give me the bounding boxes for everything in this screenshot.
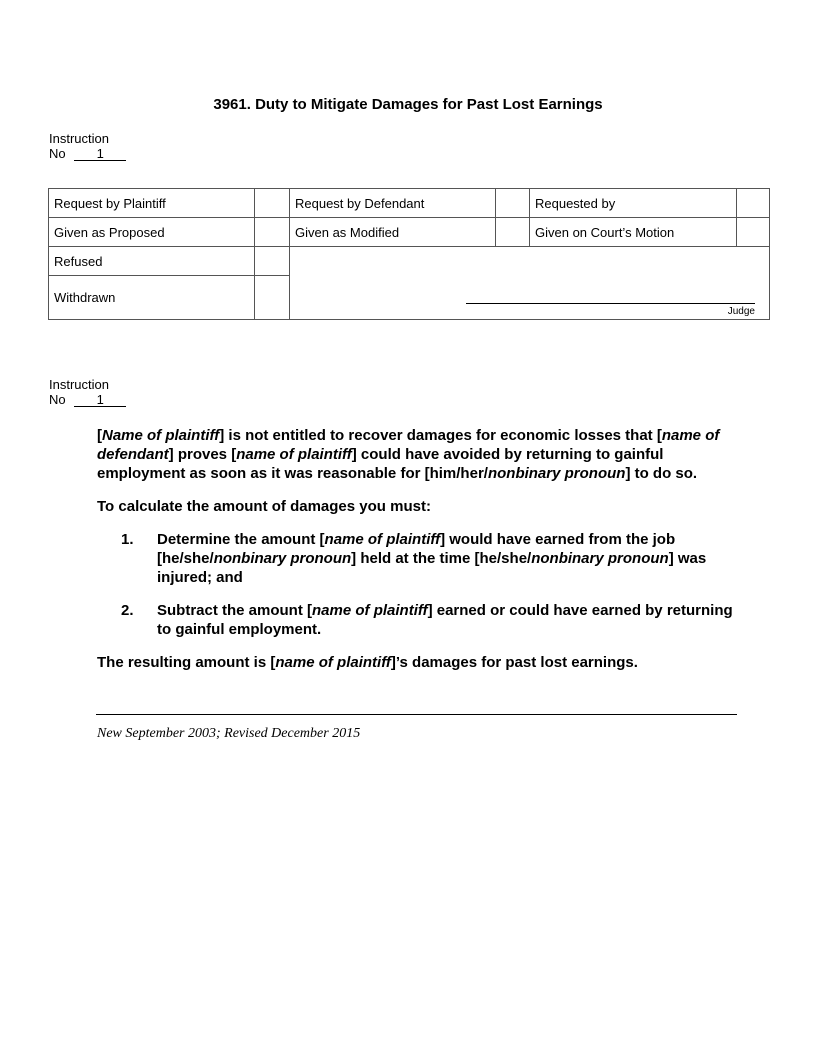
placeholder-pronoun: nonbinary pronoun <box>487 465 626 482</box>
request-by-plaintiff-checkbox[interactable] <box>255 189 290 218</box>
judge-signature-line[interactable] <box>466 303 755 304</box>
revision-history: New September 2003; Revised December 2015 <box>97 726 361 741</box>
instruction-no-row <box>49 392 126 407</box>
given-on-courts-motion-label: Given on Court’s Motion <box>530 218 737 247</box>
text-segment: ] would have earned from the job [he/she/ <box>157 531 676 567</box>
text-segment: ] proves [ <box>168 446 237 463</box>
list-number: 1. <box>121 531 134 548</box>
request-status-table <box>48 188 770 320</box>
text-segment: ] could have avoided by returning to gainful employment as soon as it was reasonable for [him/her/ <box>97 446 664 482</box>
instruction-number-field[interactable]: 1 <box>74 147 126 161</box>
instruction-text <box>97 426 742 686</box>
placeholder-plaintiff: Name of plaintiff <box>102 427 220 444</box>
placeholder-plaintiff: name of plaintiff <box>312 602 428 619</box>
paragraph-entitlement <box>97 426 742 483</box>
instruction-number-body <box>49 377 126 407</box>
placeholder-pronoun: nonbinary pronoun <box>213 550 352 567</box>
placeholder-plaintiff: name of plaintiff <box>275 654 391 671</box>
placeholder-defendant: name of defendant <box>97 427 720 463</box>
instruction-number-field[interactable]: 1 <box>74 393 126 407</box>
refused-label: Refused <box>49 247 255 276</box>
judge-label: Judge <box>727 306 755 317</box>
text-segment: ] held at the time [he/she/ <box>351 550 532 567</box>
withdrawn-label: Withdrawn <box>49 276 255 320</box>
placeholder-pronoun: nonbinary pronoun <box>531 550 669 567</box>
no-label: No <box>49 146 66 161</box>
placeholder-plaintiff: name of plaintiff <box>236 446 352 463</box>
given-on-courts-motion-checkbox[interactable] <box>737 218 770 247</box>
text-segment: ]’s damages for past lost earnings. <box>390 654 638 671</box>
text-segment: [ <box>97 427 102 444</box>
page-title: 3961. Duty to Mitigate Damages for Past Lost Earnings <box>213 96 603 113</box>
withdrawn-checkbox[interactable] <box>255 276 290 320</box>
list-item <box>97 530 742 587</box>
text-segment: ] was injured; and <box>157 550 707 586</box>
request-by-defendant-label: Request by Defendant <box>290 189 496 218</box>
text-segment: ] earned or could have earned by returning to gainful employment. <box>157 602 733 638</box>
text-segment: ] to do so. <box>625 465 698 482</box>
placeholder-plaintiff: name of plaintiff <box>324 531 441 548</box>
instruction-label: Instruction <box>49 377 109 392</box>
requested-by-checkbox[interactable] <box>737 189 770 218</box>
paragraph-calculate: To calculate the amount of damages you must: <box>97 498 431 515</box>
request-by-plaintiff-label: Request by Plaintiff <box>49 189 255 218</box>
given-as-modified-checkbox[interactable] <box>496 218 530 247</box>
instruction-no-row <box>49 146 126 161</box>
divider <box>96 714 737 715</box>
text-segment: Subtract the amount [ <box>157 602 313 619</box>
judge-signature-area <box>290 247 770 320</box>
given-as-modified-label: Given as Modified <box>290 218 496 247</box>
instruction-number-header <box>49 131 126 161</box>
calculation-steps <box>97 530 742 639</box>
text-segment: ] is not entitled to recover damages for economic losses that [ <box>219 427 662 444</box>
refused-checkbox[interactable] <box>255 247 290 276</box>
list-item <box>97 601 742 639</box>
no-label: No <box>49 392 66 407</box>
request-by-defendant-checkbox[interactable] <box>496 189 530 218</box>
paragraph-result <box>97 653 742 672</box>
requested-by-label: Requested by <box>530 189 737 218</box>
instruction-label: Instruction <box>49 131 109 146</box>
text-segment: Determine the amount [ <box>157 531 325 548</box>
given-as-proposed-label: Given as Proposed <box>49 218 255 247</box>
text-segment: The resulting amount is [ <box>97 654 276 671</box>
given-as-proposed-checkbox[interactable] <box>255 218 290 247</box>
list-number: 2. <box>121 602 134 619</box>
